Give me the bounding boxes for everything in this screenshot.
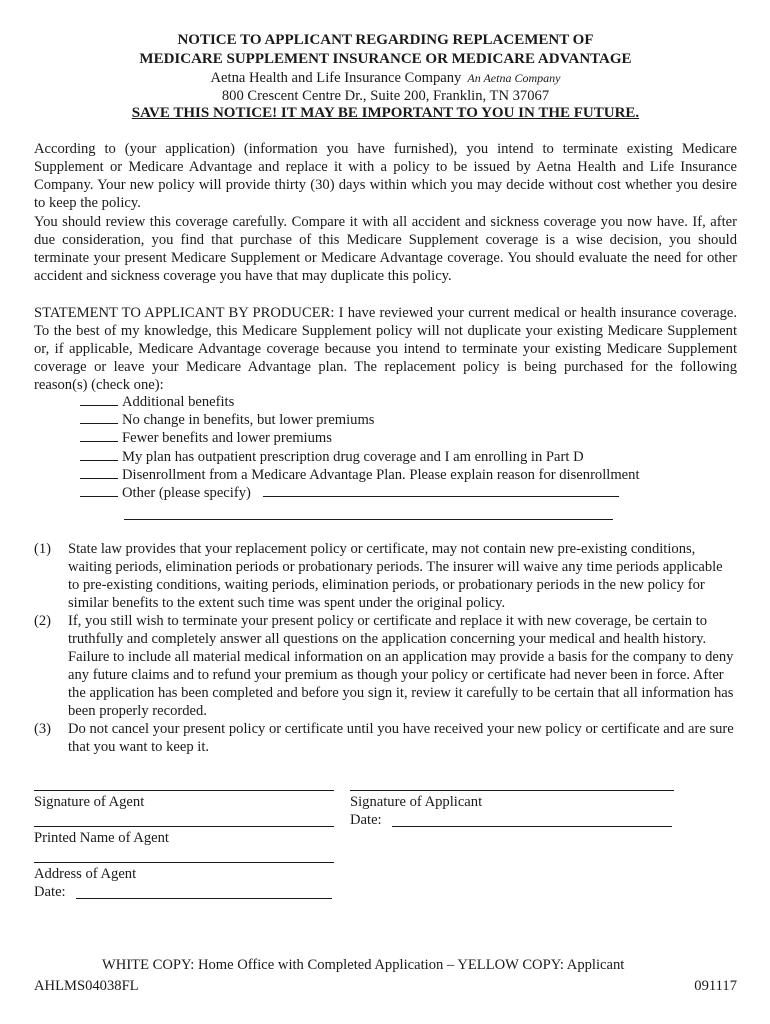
notice-text: If, you still wish to terminate your present policy or certificate and replace it with new coverage, be certain to truthfully and completely answer all questions on the application concerning your medical and health history. Failure to include all material medical information on an application may provide a basis for the company to deny any future claims and to refund your premium as though your policy or certificate had never been in force. After the application has been completed and before you sign it, review it carefully to be certain that all information has been properly recorded. (68, 613, 734, 719)
notice-text: Do not cancel your present policy or certificate until you have received your new policy or certificate and are sure that you want to keep it. (68, 721, 734, 755)
reason-row (80, 393, 720, 411)
save-notice: SAVE THIS NOTICE! IT MAY BE IMPORTANT TO YOU IN THE FUTURE. (131, 105, 640, 121)
reason-checkbox-blank[interactable] (80, 393, 118, 406)
notice-list (34, 540, 737, 756)
applicant-signature-field[interactable] (350, 790, 674, 791)
agent-address-field[interactable] (34, 862, 334, 863)
reason-label: Fewer benefits and lower premiums (122, 430, 332, 447)
applicant-date-label: Date: (350, 812, 382, 828)
agent-signature-field[interactable] (34, 790, 334, 791)
reason-row (80, 466, 720, 484)
reason-row (80, 429, 720, 447)
notice-text: State law provides that your replacement policy or certificate, may not contain new pre-existing conditions, waiting periods, elimination periods or probationary periods. The insurer will waive any time periods applicable to pre-existing conditions, waiting periods, elimination periods, or probationary periods in the new policy for similar benefits to the extent such time was spent under the original policy. (68, 541, 723, 611)
notice-number: (1) (34, 541, 52, 557)
reason-row (80, 448, 720, 466)
reason-checkbox-blank[interactable] (80, 484, 118, 497)
reason-row (80, 484, 720, 502)
intro-paragraph-2: You should review this coverage carefully. Compare it with all accident and sickness coverage you now have. If, after due consideration, you find that purchase of this Medicare Supplement coverage is a wise decision, you should terminate your present Medicare Supplement or Medicare Advantage coverage. You should evaluate the need for other accident and sickness coverage you have that may duplicate this policy. (34, 214, 737, 284)
other-specify-field-line-2[interactable] (124, 519, 613, 520)
intro-paragraph-1: According to (your application) (information you have furnished), you intend to terminate existing Medicare Supplement or Medicare Advantage and replace it with a policy to be issued by Aetna Health and Life Insurance Company. Your new policy will provide thirty (30) days within which you may decide without cost whether you desire to keep the policy. (34, 141, 737, 211)
notice-item (34, 612, 737, 720)
other-specify-field[interactable] (263, 484, 619, 497)
notice-number: (2) (34, 613, 52, 629)
agent-printed-name-field[interactable] (34, 826, 334, 827)
reason-checkbox-blank[interactable] (80, 429, 118, 442)
title-line-1: NOTICE TO APPLICANT REGARDING REPLACEMENT OF (177, 32, 594, 48)
applicant-signature-label: Signature of Applicant (350, 794, 483, 810)
reason-label: Other (please specify) (122, 484, 251, 501)
reason-checklist (80, 393, 720, 502)
agent-date-field[interactable] (76, 898, 332, 899)
notice-item (34, 540, 737, 612)
reason-checkbox-blank[interactable] (80, 466, 118, 479)
copy-distribution: WHITE COPY: Home Office with Completed Application – YELLOW COPY: Applicant (102, 957, 625, 973)
reason-label: Additional benefits (122, 394, 235, 410)
reason-label: Disenrollment from a Medicare Advantage Plan. Please explain reason for disenrollment (122, 466, 640, 483)
agent-printed-name-label: Printed Name of Agent (34, 830, 169, 846)
reason-checkbox-blank[interactable] (80, 411, 118, 424)
notice-number: (3) (34, 721, 52, 737)
reason-checkbox-blank[interactable] (80, 448, 118, 461)
form-id: AHLMS04038FL (34, 978, 139, 994)
agent-date-label: Date: (34, 884, 66, 900)
reason-row (80, 411, 720, 429)
producer-statement: STATEMENT TO APPLICANT BY PRODUCER: I have reviewed your current medical or health insurance coverage. To the best of my knowledge, this Medicare Supplement policy will not duplicate your existing Medicare Supplement or, if applicable, Medicare Advantage coverage because you intend to terminate your existing Medicare Supplement coverage or leave your Medicare Advantage plan. The replacement policy is being purchased for the following reason(s) (check one): (34, 305, 737, 393)
notice-item (34, 720, 737, 756)
agent-signature-label: Signature of Agent (34, 794, 145, 810)
company-address: 800 Crescent Centre Dr., Suite 200, Franklin, TN 37067 (221, 88, 550, 104)
form-revision-date: 091117 (694, 978, 737, 994)
company-subtitle: An Aetna Company (467, 71, 561, 85)
agent-address-label: Address of Agent (34, 866, 137, 882)
company-name: Aetna Health and Life Insurance Company (210, 70, 462, 86)
applicant-date-field[interactable] (392, 826, 672, 827)
reason-label: No change in benefits, but lower premiums (122, 412, 375, 429)
reason-label: My plan has outpatient prescription drug coverage and I am enrolling in Part D (122, 448, 584, 465)
company-line (34, 69, 737, 87)
notice-page (34, 0, 737, 1024)
title-line-2: MEDICARE SUPPLEMENT INSURANCE OR MEDICARE ADVANTAGE (139, 51, 632, 67)
